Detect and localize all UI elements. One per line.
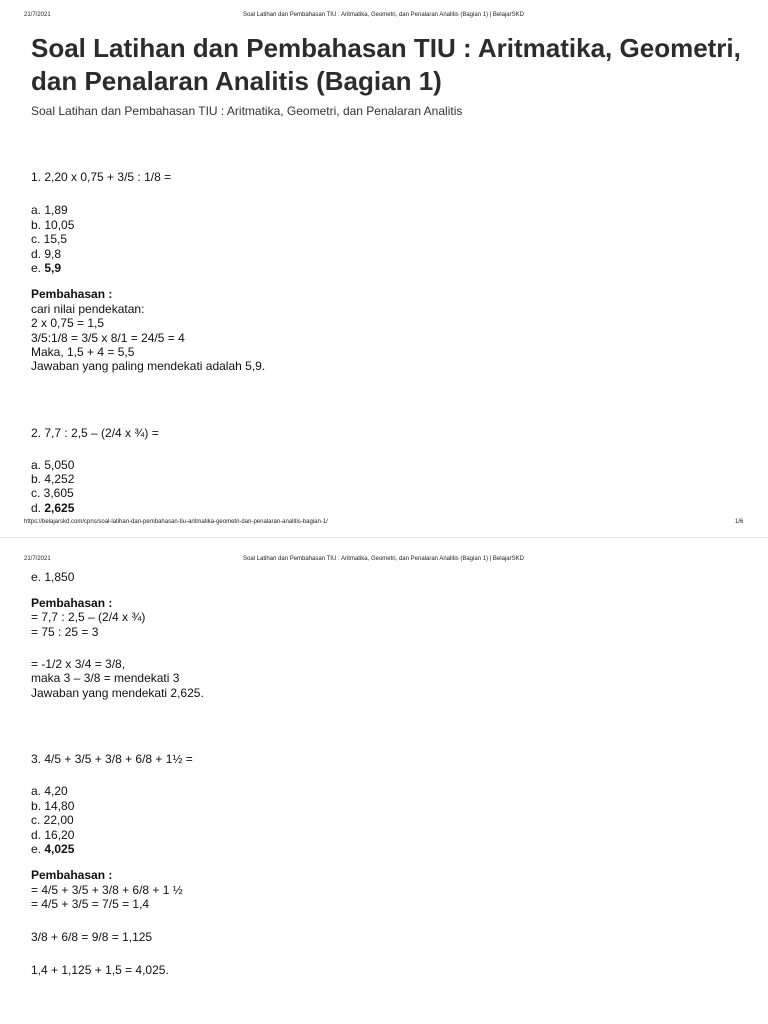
q2-option-e: e. 1,850 — [31, 570, 75, 584]
print-url: https://belajarskd.com/cpns/soal-latihan-dan-pembahasan-tiu-aritmatika-geometri-dan-penalaran-analitis-bagian-1/ — [24, 519, 328, 525]
q3-correct-answer: 4,025 — [44, 842, 75, 856]
q3-option-b: b. 14,80 — [31, 799, 75, 813]
q1-explanation-line: Maka, 1,5 + 4 = 5,5 — [31, 345, 135, 359]
q1-option-d: d. 9,8 — [31, 247, 62, 261]
q2-explanation-line: Jawaban yang mendekati 2,625. — [31, 686, 204, 700]
print-title: Soal Latihan dan Pembahasan TIU : Aritmatika, Geometri, dan Penalaran Analitis (Bagian 1) | BelajarSKD — [243, 556, 524, 562]
q1-option-b: b. 10,05 — [31, 218, 75, 232]
question-3: 3. 4/5 + 3/5 + 3/8 + 6/8 + 1½ = — [31, 752, 193, 766]
article-title: Soal Latihan dan Pembahasan TIU : Aritmatika, Geometri, dan Penalaran Analitis (Bagian 1) — [31, 33, 741, 96]
q3-explanation-line: = 4/5 + 3/5 = 7/5 = 1,4 — [31, 897, 150, 911]
q1-option-e: e. 5,9 — [31, 261, 62, 275]
q2-explanation-line: = -1/2 x 3/4 = 3/8, — [31, 657, 126, 671]
question-1: 1. 2,20 x 0,75 + 3/5 : 1/8 = — [31, 170, 172, 184]
q1-option-a: a. 1,89 — [31, 203, 68, 217]
article-subtitle: Soal Latihan dan Pembahasan TIU : Aritmatika, Geometri, dan Penalaran Analitis — [31, 104, 463, 118]
q1-explanation-line: 3/5:1/8 = 3/5 x 8/1 = 24/5 = 4 — [31, 331, 185, 345]
q2-pembahasan-label: Pembahasan : — [31, 596, 113, 610]
q2-explanation-line: = 75 : 25 = 3 — [31, 625, 99, 639]
print-title: Soal Latihan dan Pembahasan TIU : Aritmatika, Geometri, dan Penalaran Analitis (Bagian 1) | BelajarSKD — [243, 12, 524, 18]
q3-explanation-line: 1,4 + 1,125 + 1,5 = 4,025. — [31, 963, 169, 977]
q1-explanation-line: 2 x 0,75 = 1,5 — [31, 316, 105, 330]
q3-option-c: c. 22,00 — [31, 813, 74, 827]
print-date: 21/7/2021 — [24, 12, 51, 18]
q1-explanation-line: Jawaban yang paling mendekati adalah 5,9. — [31, 359, 266, 373]
q2-option-c: c. 3,605 — [31, 486, 74, 500]
q3-option-e: e. 4,025 — [31, 842, 75, 856]
q3-pembahasan-label: Pembahasan : — [31, 868, 113, 882]
q1-option-c: c. 15,5 — [31, 232, 68, 246]
q1-correct-answer: 5,9 — [44, 261, 62, 275]
q3-explanation-line: = 4/5 + 3/5 + 3/8 + 6/8 + 1 ½ — [31, 883, 183, 897]
q2-option-b: b. 4,252 — [31, 472, 75, 486]
q1-pembahasan-label: Pembahasan : — [31, 287, 113, 301]
q3-option-a: a. 4,20 — [31, 784, 68, 798]
q2-explanation-line: maka 3 – 3/8 = mendekati 3 — [31, 671, 180, 685]
q2-correct-answer: 2,625 — [44, 501, 75, 515]
q3-explanation-line: 3/8 + 6/8 = 9/8 = 1,125 — [31, 930, 153, 944]
page-number: 1/6 — [735, 519, 744, 525]
q3-option-d: d. 16,20 — [31, 828, 75, 842]
page-break — [0, 537, 768, 538]
q2-explanation-line: = 7,7 : 2,5 – (2/4 x ¾) — [31, 610, 146, 624]
question-2: 2. 7,7 : 2,5 – (2/4 x ¾) = — [31, 426, 159, 440]
q2-option-a: a. 5,050 — [31, 458, 75, 472]
print-date: 21/7/2021 — [24, 556, 51, 562]
q2-option-d: d. 2,625 — [31, 501, 75, 515]
q1-explanation-line: cari nilai pendekatan: — [31, 302, 145, 316]
